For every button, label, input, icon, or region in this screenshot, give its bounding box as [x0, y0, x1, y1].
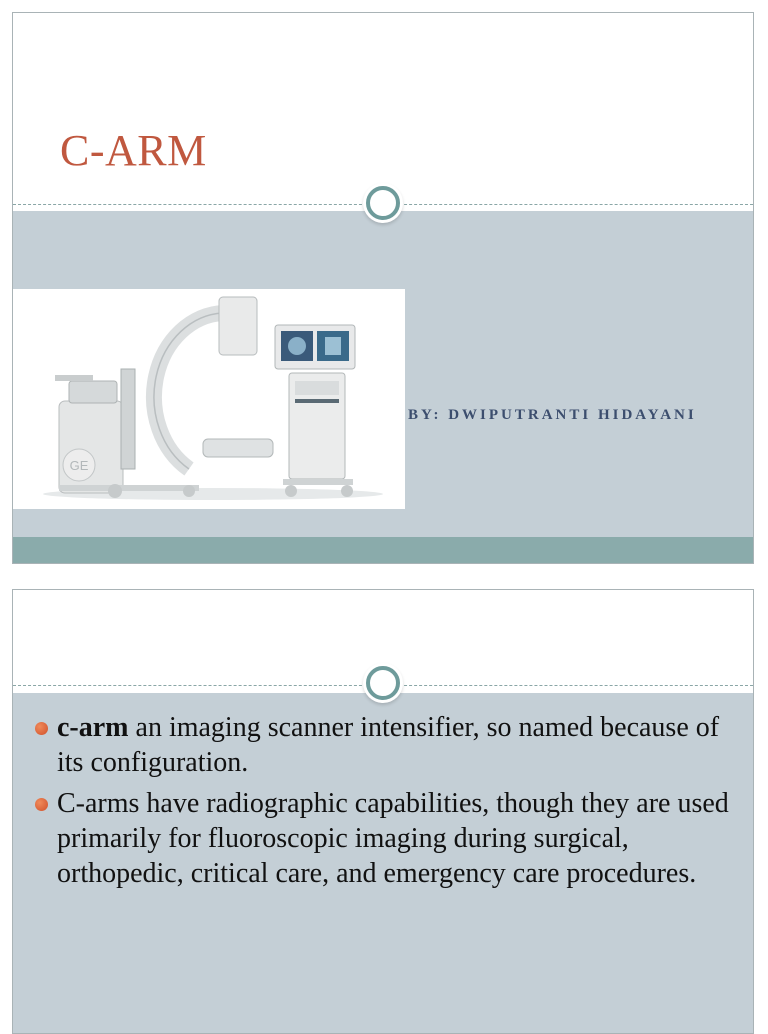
- bullet-item: [33, 710, 733, 780]
- ge-logo-text: GE: [69, 458, 89, 473]
- author-byline: BY: DWIPUTRANTI HIDAYANI: [408, 407, 697, 423]
- bullet-item: [33, 786, 733, 891]
- c-arm-machine-illustration: [13, 289, 405, 509]
- title-area: [13, 13, 753, 205]
- divider-ring-icon: [366, 186, 400, 220]
- bullet-dot-icon: [35, 722, 48, 735]
- slide-title: C-ARM: [60, 126, 207, 175]
- bullet-term: c-arm: [57, 712, 129, 743]
- divider-ring-icon: [366, 666, 400, 700]
- accent-band: [13, 537, 753, 564]
- content-slide: [12, 589, 754, 1034]
- title-slide: [12, 12, 754, 564]
- bullet-list: [33, 710, 733, 897]
- c-arm-machine-image: [13, 289, 405, 509]
- bullet-text: C-arms have radiographic capabilities, though they are used primarily for fluoroscopic imaging during surgical, orthopedic, critical care, and emergency care procedures.: [57, 788, 729, 889]
- bullet-text: an imaging scanner intensifier, so named because of its configuration.: [57, 712, 720, 778]
- bullet-dot-icon: [35, 798, 48, 811]
